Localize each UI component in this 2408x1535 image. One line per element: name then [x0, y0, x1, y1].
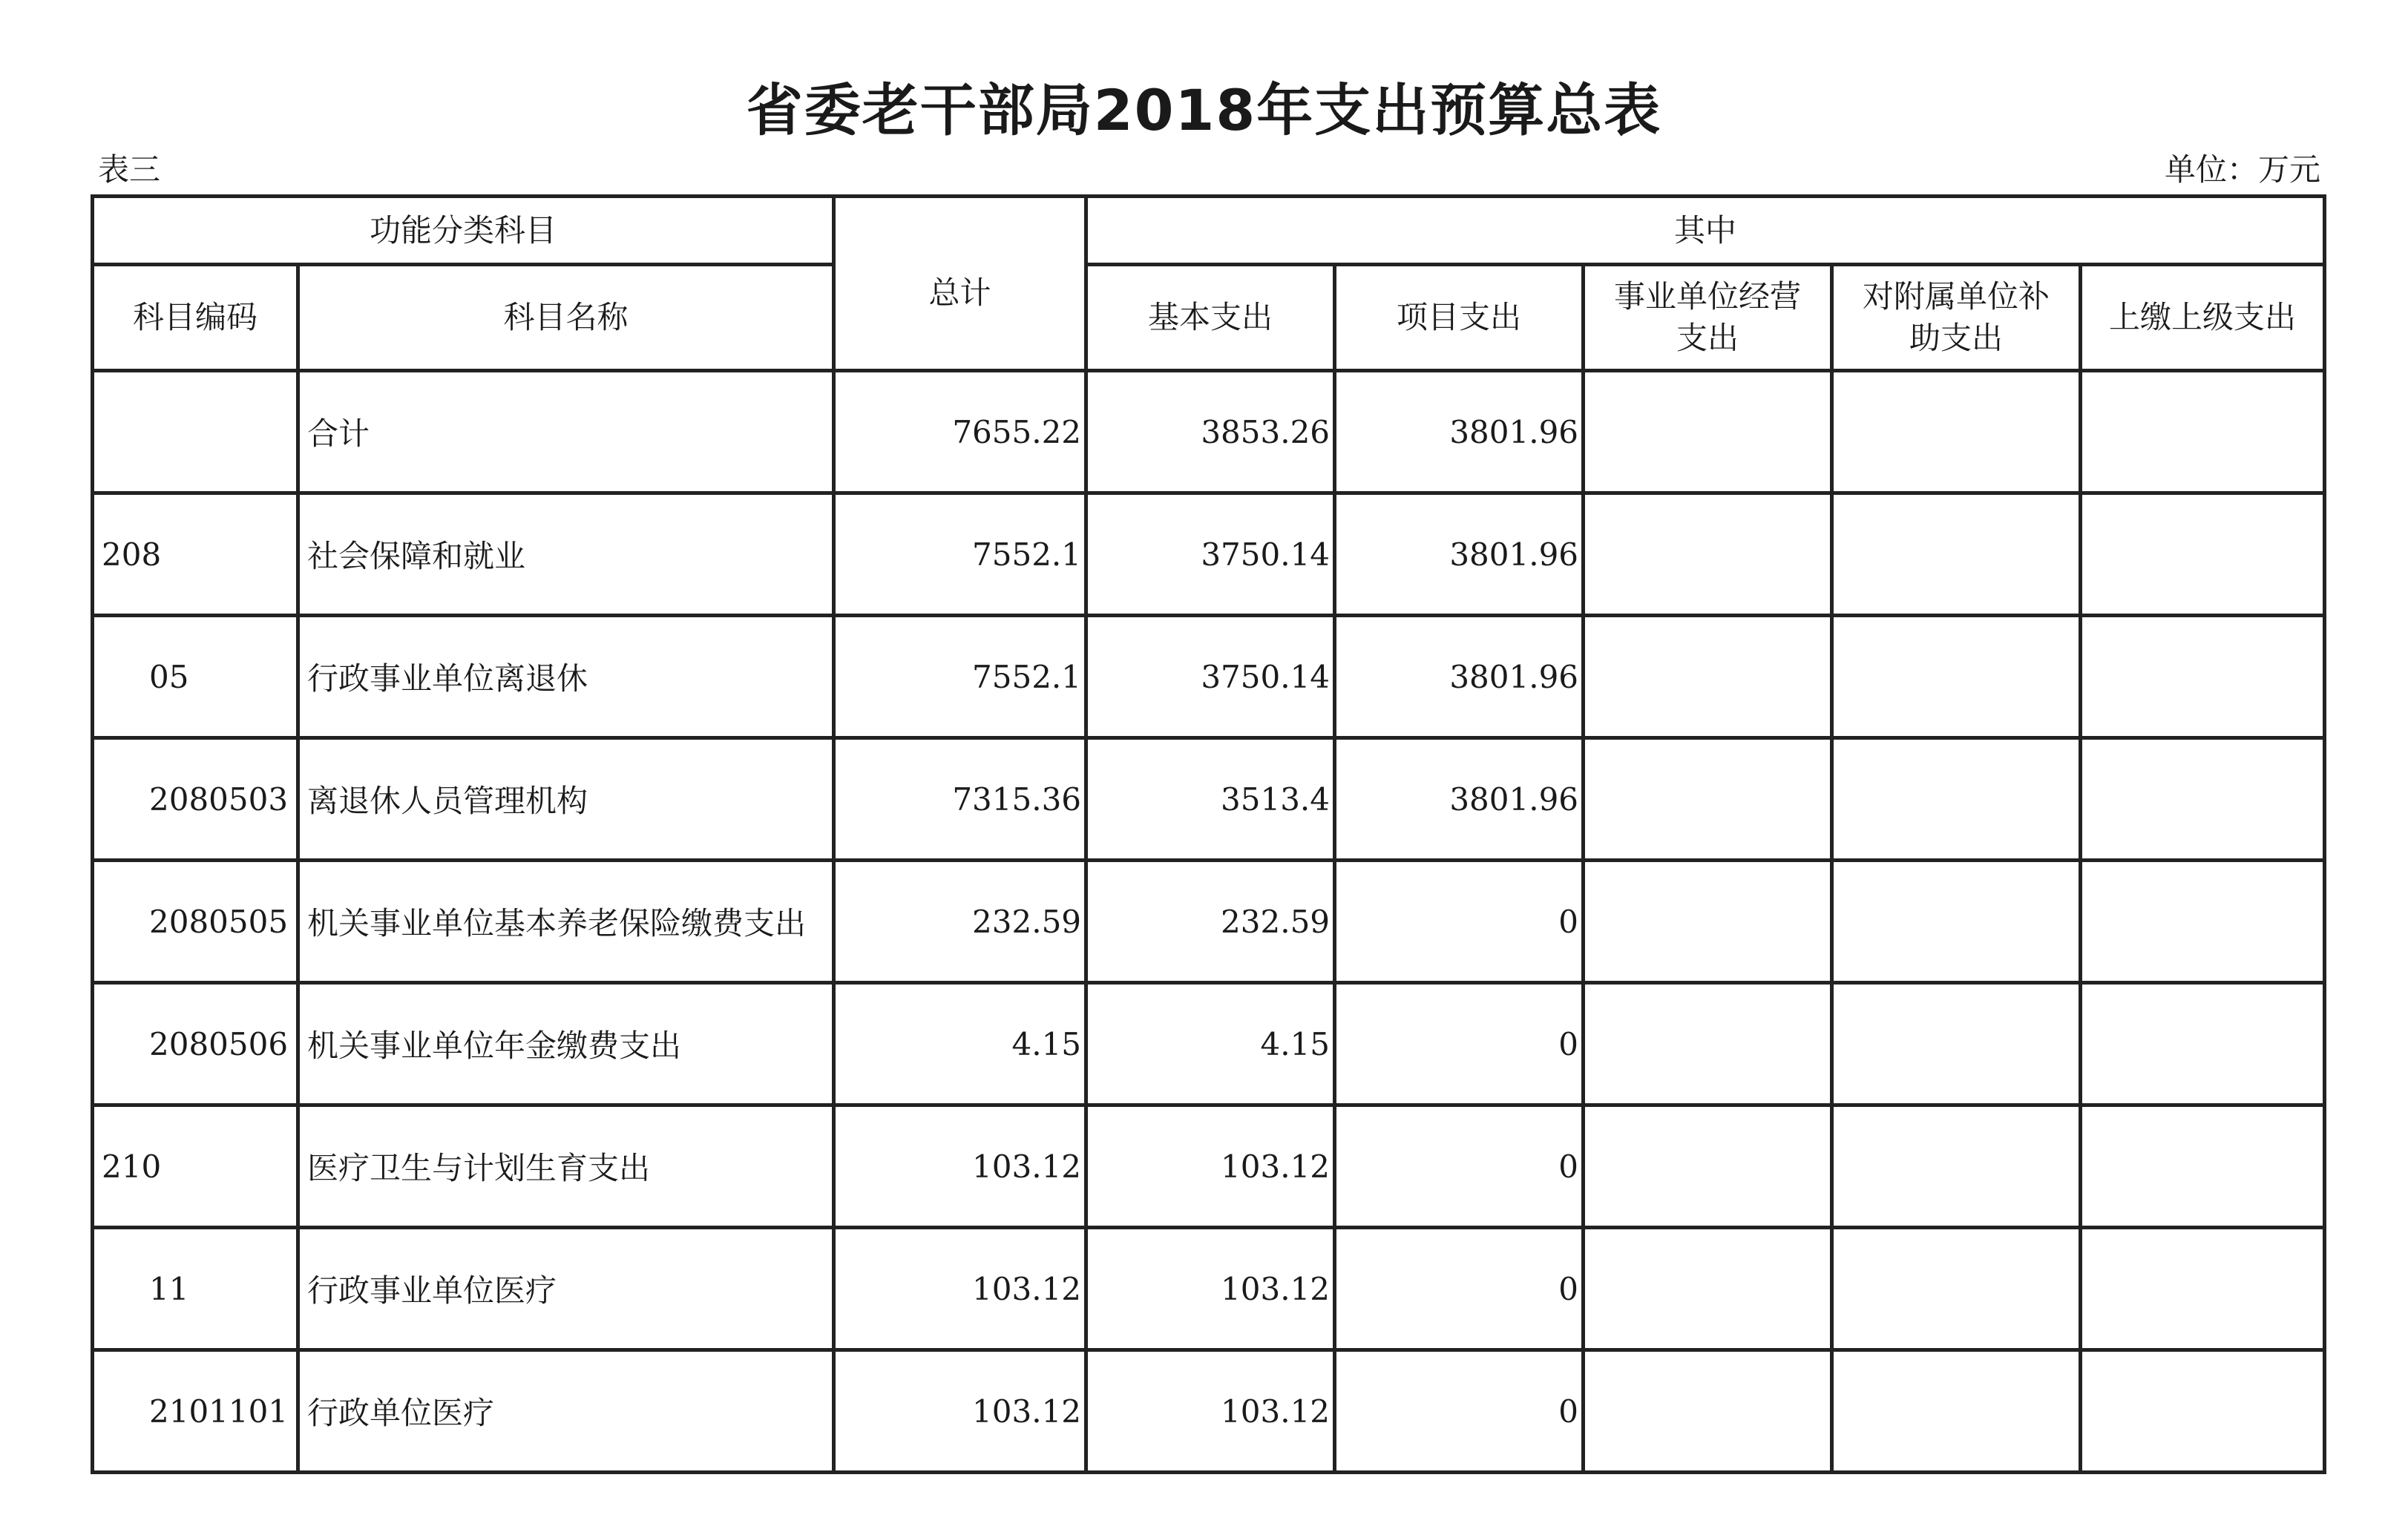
budget-table	[91, 194, 2326, 1474]
cell-code	[93, 371, 298, 493]
header-function-category: 功能分类科目	[93, 197, 834, 265]
cell-name: 医疗卫生与计划生育支出	[298, 1105, 834, 1228]
cell-code: 210	[93, 1105, 298, 1228]
unit-label: 单位：万元	[2164, 151, 2320, 188]
cell-subsidy	[1832, 1105, 2081, 1228]
cell-subsidy	[1832, 493, 2081, 616]
table-row	[93, 1350, 2325, 1473]
cell-name: 合计	[298, 371, 834, 493]
table-row	[93, 371, 2325, 493]
cell-project: 0	[1335, 1228, 1584, 1350]
table-row	[93, 493, 2325, 616]
header-upper: 上缴上级支出	[2081, 265, 2325, 371]
cell-subsidy	[1832, 616, 2081, 738]
cell-upper	[2081, 1350, 2325, 1473]
cell-project: 3801.96	[1335, 738, 1584, 861]
header-basic: 基本支出	[1086, 265, 1335, 371]
cell-code: 208	[93, 493, 298, 616]
cell-total: 103.12	[834, 1105, 1086, 1228]
cell-basic: 4.15	[1086, 983, 1335, 1105]
cell-basic: 3513.4	[1086, 738, 1335, 861]
cell-project: 0	[1335, 1350, 1584, 1473]
cell-name: 社会保障和就业	[298, 493, 834, 616]
cell-total: 4.15	[834, 983, 1086, 1105]
cell-code: 2080503	[93, 738, 298, 861]
cell-basic: 103.12	[1086, 1350, 1335, 1473]
cell-upper	[2081, 983, 2325, 1105]
cell-project: 3801.96	[1335, 616, 1584, 738]
cell-total: 103.12	[834, 1350, 1086, 1473]
cell-subsidy	[1832, 1228, 2081, 1350]
cell-upper	[2081, 493, 2325, 616]
cell-business	[1584, 983, 1832, 1105]
cell-subsidy	[1832, 983, 2081, 1105]
header-project: 项目支出	[1335, 265, 1584, 371]
cell-name: 行政单位医疗	[298, 1350, 834, 1473]
cell-business	[1584, 1228, 1832, 1350]
cell-subsidy	[1832, 1350, 2081, 1473]
table-label: 表三	[98, 151, 161, 188]
cell-name: 机关事业单位基本养老保险缴费支出	[298, 861, 834, 983]
cell-business	[1584, 616, 1832, 738]
cell-code: 2101101	[93, 1350, 298, 1473]
cell-upper	[2081, 616, 2325, 738]
table-row	[93, 616, 2325, 738]
header-among: 其中	[1086, 197, 2325, 265]
cell-basic: 103.12	[1086, 1228, 1335, 1350]
cell-basic: 232.59	[1086, 861, 1335, 983]
cell-upper	[2081, 861, 2325, 983]
cell-upper	[2081, 738, 2325, 861]
table-row	[93, 1105, 2325, 1228]
cell-basic: 3750.14	[1086, 493, 1335, 616]
cell-basic: 103.12	[1086, 1105, 1335, 1228]
table-row	[93, 1228, 2325, 1350]
table-row	[93, 861, 2325, 983]
cell-subsidy	[1832, 371, 2081, 493]
cell-project: 0	[1335, 861, 1584, 983]
table-row	[93, 738, 2325, 861]
cell-upper	[2081, 1228, 2325, 1350]
cell-code: 2080506	[93, 983, 298, 1105]
cell-project: 0	[1335, 1105, 1584, 1228]
cell-total: 232.59	[834, 861, 1086, 983]
cell-business	[1584, 1105, 1832, 1228]
header-subsidy: 对附属单位补助支出	[1832, 265, 2081, 371]
cell-basic: 3750.14	[1086, 616, 1335, 738]
cell-subsidy	[1832, 861, 2081, 983]
cell-total: 7552.1	[834, 616, 1086, 738]
header-name: 科目名称	[298, 265, 834, 371]
cell-business	[1584, 371, 1832, 493]
cell-code: 11	[93, 1228, 298, 1350]
cell-name: 行政事业单位医疗	[298, 1228, 834, 1350]
cell-total: 7655.22	[834, 371, 1086, 493]
document-title: 省委老干部局2018年支出预算总表	[746, 77, 1662, 143]
cell-upper	[2081, 371, 2325, 493]
cell-total: 103.12	[834, 1228, 1086, 1350]
cell-business	[1584, 738, 1832, 861]
cell-business	[1584, 493, 1832, 616]
header-business: 事业单位经营支出	[1584, 265, 1832, 371]
cell-basic: 3853.26	[1086, 371, 1335, 493]
header-code: 科目编码	[93, 265, 298, 371]
cell-project: 3801.96	[1335, 371, 1584, 493]
cell-name: 机关事业单位年金缴费支出	[298, 983, 834, 1105]
header-total: 总计	[834, 197, 1086, 371]
table-row	[93, 983, 2325, 1105]
cell-name: 行政事业单位离退休	[298, 616, 834, 738]
cell-project: 3801.96	[1335, 493, 1584, 616]
cell-subsidy	[1832, 738, 2081, 861]
cell-total: 7315.36	[834, 738, 1086, 861]
cell-code: 05	[93, 616, 298, 738]
cell-business	[1584, 861, 1832, 983]
cell-business	[1584, 1350, 1832, 1473]
cell-total: 7552.1	[834, 493, 1086, 616]
cell-project: 0	[1335, 983, 1584, 1105]
cell-name: 离退休人员管理机构	[298, 738, 834, 861]
cell-code: 2080505	[93, 861, 298, 983]
cell-upper	[2081, 1105, 2325, 1228]
